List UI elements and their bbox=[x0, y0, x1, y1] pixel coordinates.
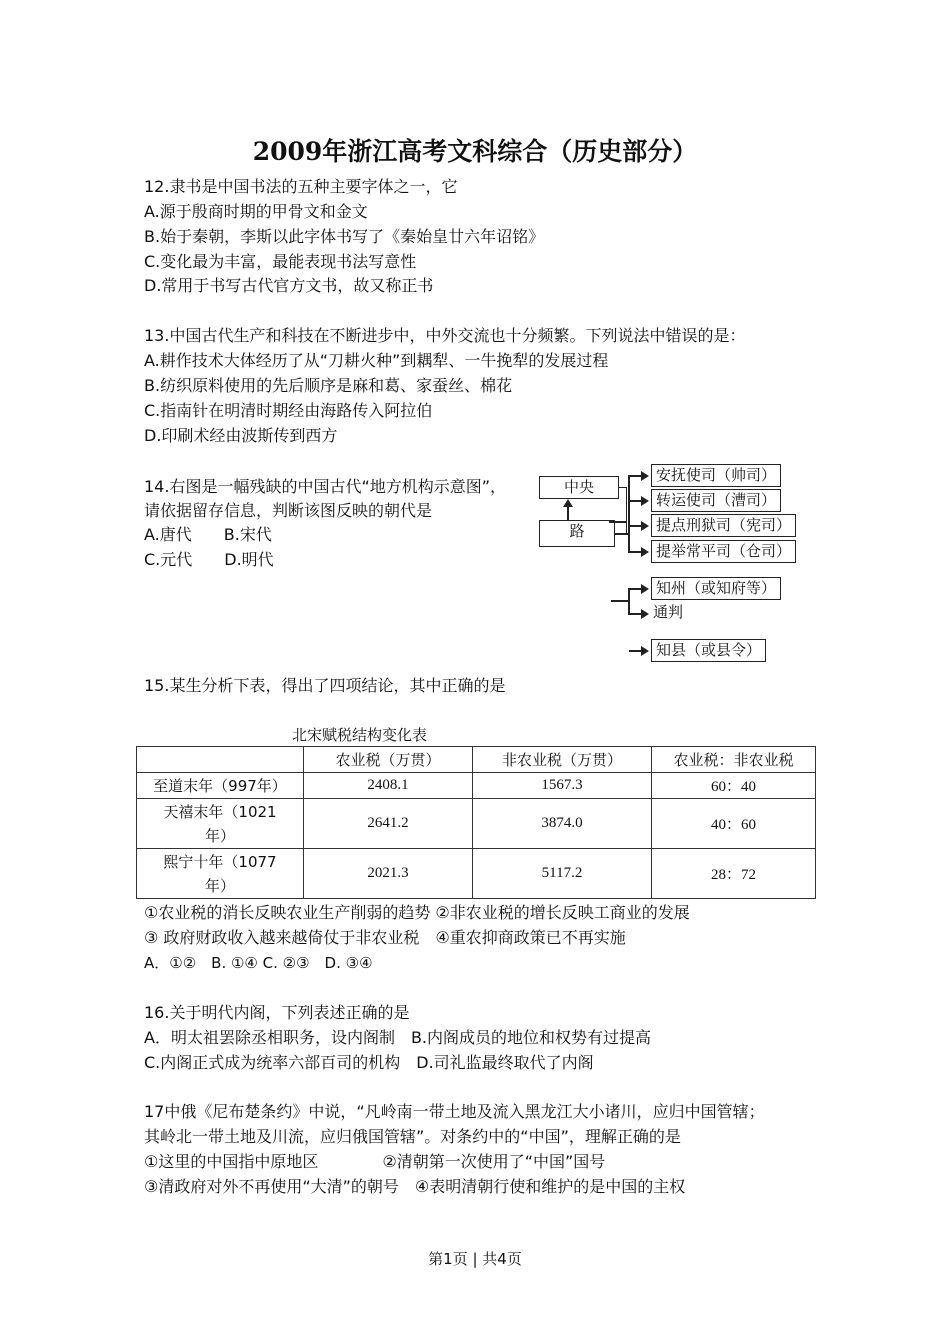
question-12-option-b: B.始于秦朝，李斯以此字体书写了《秦始皇廿六年诏铭》 bbox=[144, 227, 545, 246]
table-cell: 2408.1 bbox=[304, 773, 473, 799]
table-cell-period: 天禧末年（1021年） bbox=[137, 799, 304, 849]
table-cell: 2641.2 bbox=[304, 799, 473, 849]
table-cell: 40：60 bbox=[652, 799, 816, 849]
table-row bbox=[137, 849, 816, 899]
question-13-option-d: D.印刷术经由波斯传到西方 bbox=[144, 426, 338, 445]
diagram-arrow-right bbox=[641, 547, 649, 557]
question-14-stem-line2: 请依据留存信息，判断该图反映的朝代是 bbox=[144, 501, 433, 520]
table-cell: 3874.0 bbox=[473, 799, 652, 849]
diagram-box-xian: 知县（或县令） bbox=[651, 639, 766, 662]
table-header-cell: 农业税（万贯） bbox=[304, 747, 473, 773]
question-12-option-c: C.变化最为丰富，最能表现书法写意性 bbox=[144, 252, 417, 271]
question-15-options: A．①② B. ①④ C. ②③ D. ③④ bbox=[144, 954, 373, 972]
diagram-box-tongpan: 通判 bbox=[651, 602, 687, 625]
question-13-stem: 13.中国古代生产和科技在不断进步中，中外交流也十分频繁。下列说法中错误的是： bbox=[144, 326, 746, 345]
diagram-connector bbox=[628, 475, 642, 477]
diagram-arrow-up bbox=[563, 499, 573, 507]
diagram-connector bbox=[567, 506, 569, 520]
question-12-option-a: A.源于殷商时期的甲骨文和金文 bbox=[144, 202, 368, 221]
table-row bbox=[137, 799, 816, 849]
diagram-box-center: 中央 bbox=[539, 476, 619, 499]
diagram-box-office-4: 提举常平司（仓司） bbox=[651, 540, 796, 563]
table-cell: 28：72 bbox=[652, 849, 816, 899]
tax-structure-table bbox=[136, 746, 816, 899]
table-header-cell: 非农业税（万贯） bbox=[473, 747, 652, 773]
question-17-stem-line1: 17中俄《尼布楚条约》中说，“凡岭南一带土地及流入黑龙江大小诸川，应归中国管辖； bbox=[144, 1102, 765, 1121]
table-cell: 5117.2 bbox=[473, 849, 652, 899]
question-16-options-cd: C.内阁正式成为统率六部百司的机构 D.司礼监最终取代了内阁 bbox=[144, 1053, 594, 1072]
diagram-arrow-right bbox=[641, 584, 649, 594]
question-12-option-d: D.常用于书写古代官方文书，故又称正书 bbox=[144, 276, 434, 295]
diagram-connector bbox=[628, 588, 642, 590]
diagram-connector bbox=[628, 500, 642, 502]
diagram-connector bbox=[628, 613, 642, 615]
diagram-arrow-right bbox=[641, 646, 649, 656]
table-header-cell bbox=[137, 747, 304, 773]
table-cell: 60：40 bbox=[652, 773, 816, 799]
table-cell: 1567.3 bbox=[473, 773, 652, 799]
question-17-statements-12: ①这里的中国指中原地区 ②清朝第一次使用了“中国”国号 bbox=[144, 1152, 606, 1171]
diagram-connector bbox=[628, 475, 630, 553]
page-footer: 第1页 | 共4页 bbox=[428, 1250, 522, 1268]
question-17-stem-line2: 其岭北一带土地及川流，应归俄国管辖”。对条约中的“中国”，理解正确的是 bbox=[144, 1127, 681, 1146]
table-row bbox=[137, 773, 816, 799]
page-title: 2009年浙江高考文科综合（历史部分） bbox=[252, 137, 698, 166]
diagram-box-zhou: 知州（或知府等） bbox=[651, 577, 781, 600]
question-17-statements-34: ③清政府对外不再使用“大清”的朝号 ④表明清朝行使和维护的是中国的主权 bbox=[144, 1177, 686, 1196]
question-13-option-b: B.纺织原料使用的先后顺序是麻和葛、家蚕丝、棉花 bbox=[144, 376, 513, 395]
local-institutions-diagram bbox=[533, 460, 833, 670]
diagram-box-office-3: 提点刑狱司（宪司） bbox=[651, 514, 796, 537]
diagram-connector bbox=[609, 521, 627, 523]
question-15-conclusion-34: ③ 政府财政收入越来越倚仗于非农业税 ④重农抑商政策已不再实施 bbox=[144, 928, 626, 947]
question-15-stem: 15.某生分析下表，得出了四项结论，其中正确的是 bbox=[144, 676, 506, 695]
question-16-stem: 16.关于明代内阁，下列表述正确的是 bbox=[144, 1003, 410, 1022]
diagram-connector bbox=[611, 600, 629, 602]
question-13-option-c: C.指南针在明清时期经由海路传入阿拉伯 bbox=[144, 401, 433, 420]
diagram-arrow-right bbox=[641, 471, 649, 481]
diagram-connector bbox=[628, 525, 642, 527]
table-caption: 北宋赋税结构变化表 bbox=[292, 726, 428, 744]
table-cell: 2021.3 bbox=[304, 849, 473, 899]
diagram-box-lu: 路 bbox=[539, 520, 615, 547]
question-14-options-cd: C.元代 D.明代 bbox=[144, 550, 274, 569]
diagram-arrow-right bbox=[641, 496, 649, 506]
question-14-stem-line1: 14.右图是一幅残缺的中国古代“地方机构示意图”， bbox=[144, 477, 507, 496]
table-header-row bbox=[137, 747, 816, 773]
question-14-options-ab: A.唐代 B.宋代 bbox=[144, 525, 272, 544]
diagram-box-office-1: 安抚使司（帅司） bbox=[651, 464, 781, 487]
question-15-conclusion-12: ①农业税的消长反映农业生产削弱的趋势 ②非农业税的增长反映工商业的发展 bbox=[144, 903, 690, 922]
diagram-arrow-right bbox=[641, 521, 649, 531]
table-header-cell: 农业税：非农业税 bbox=[652, 747, 816, 773]
question-13-option-a: A.耕作技术大体经历了从“刀耕火种”到耦犁、一牛挽犁的发展过程 bbox=[144, 351, 609, 370]
question-16-options-ab: A．明太祖罢除丞相职务，设内阁制 B.内阁成员的地位和权势有过提高 bbox=[144, 1028, 652, 1047]
diagram-box-office-2: 转运使司（漕司） bbox=[651, 489, 781, 512]
diagram-arrow-right bbox=[641, 609, 649, 619]
diagram-connector bbox=[628, 551, 642, 553]
diagram-connector bbox=[615, 533, 629, 535]
table-cell-period: 熙宁十年（1077年） bbox=[137, 849, 304, 899]
question-12-stem: 12.隶书是中国书法的五种主要字体之一，它 bbox=[144, 177, 458, 196]
diagram-connector bbox=[626, 487, 627, 509]
table-cell-period: 至道末年（997年） bbox=[137, 773, 304, 799]
diagram-connector bbox=[628, 588, 630, 614]
